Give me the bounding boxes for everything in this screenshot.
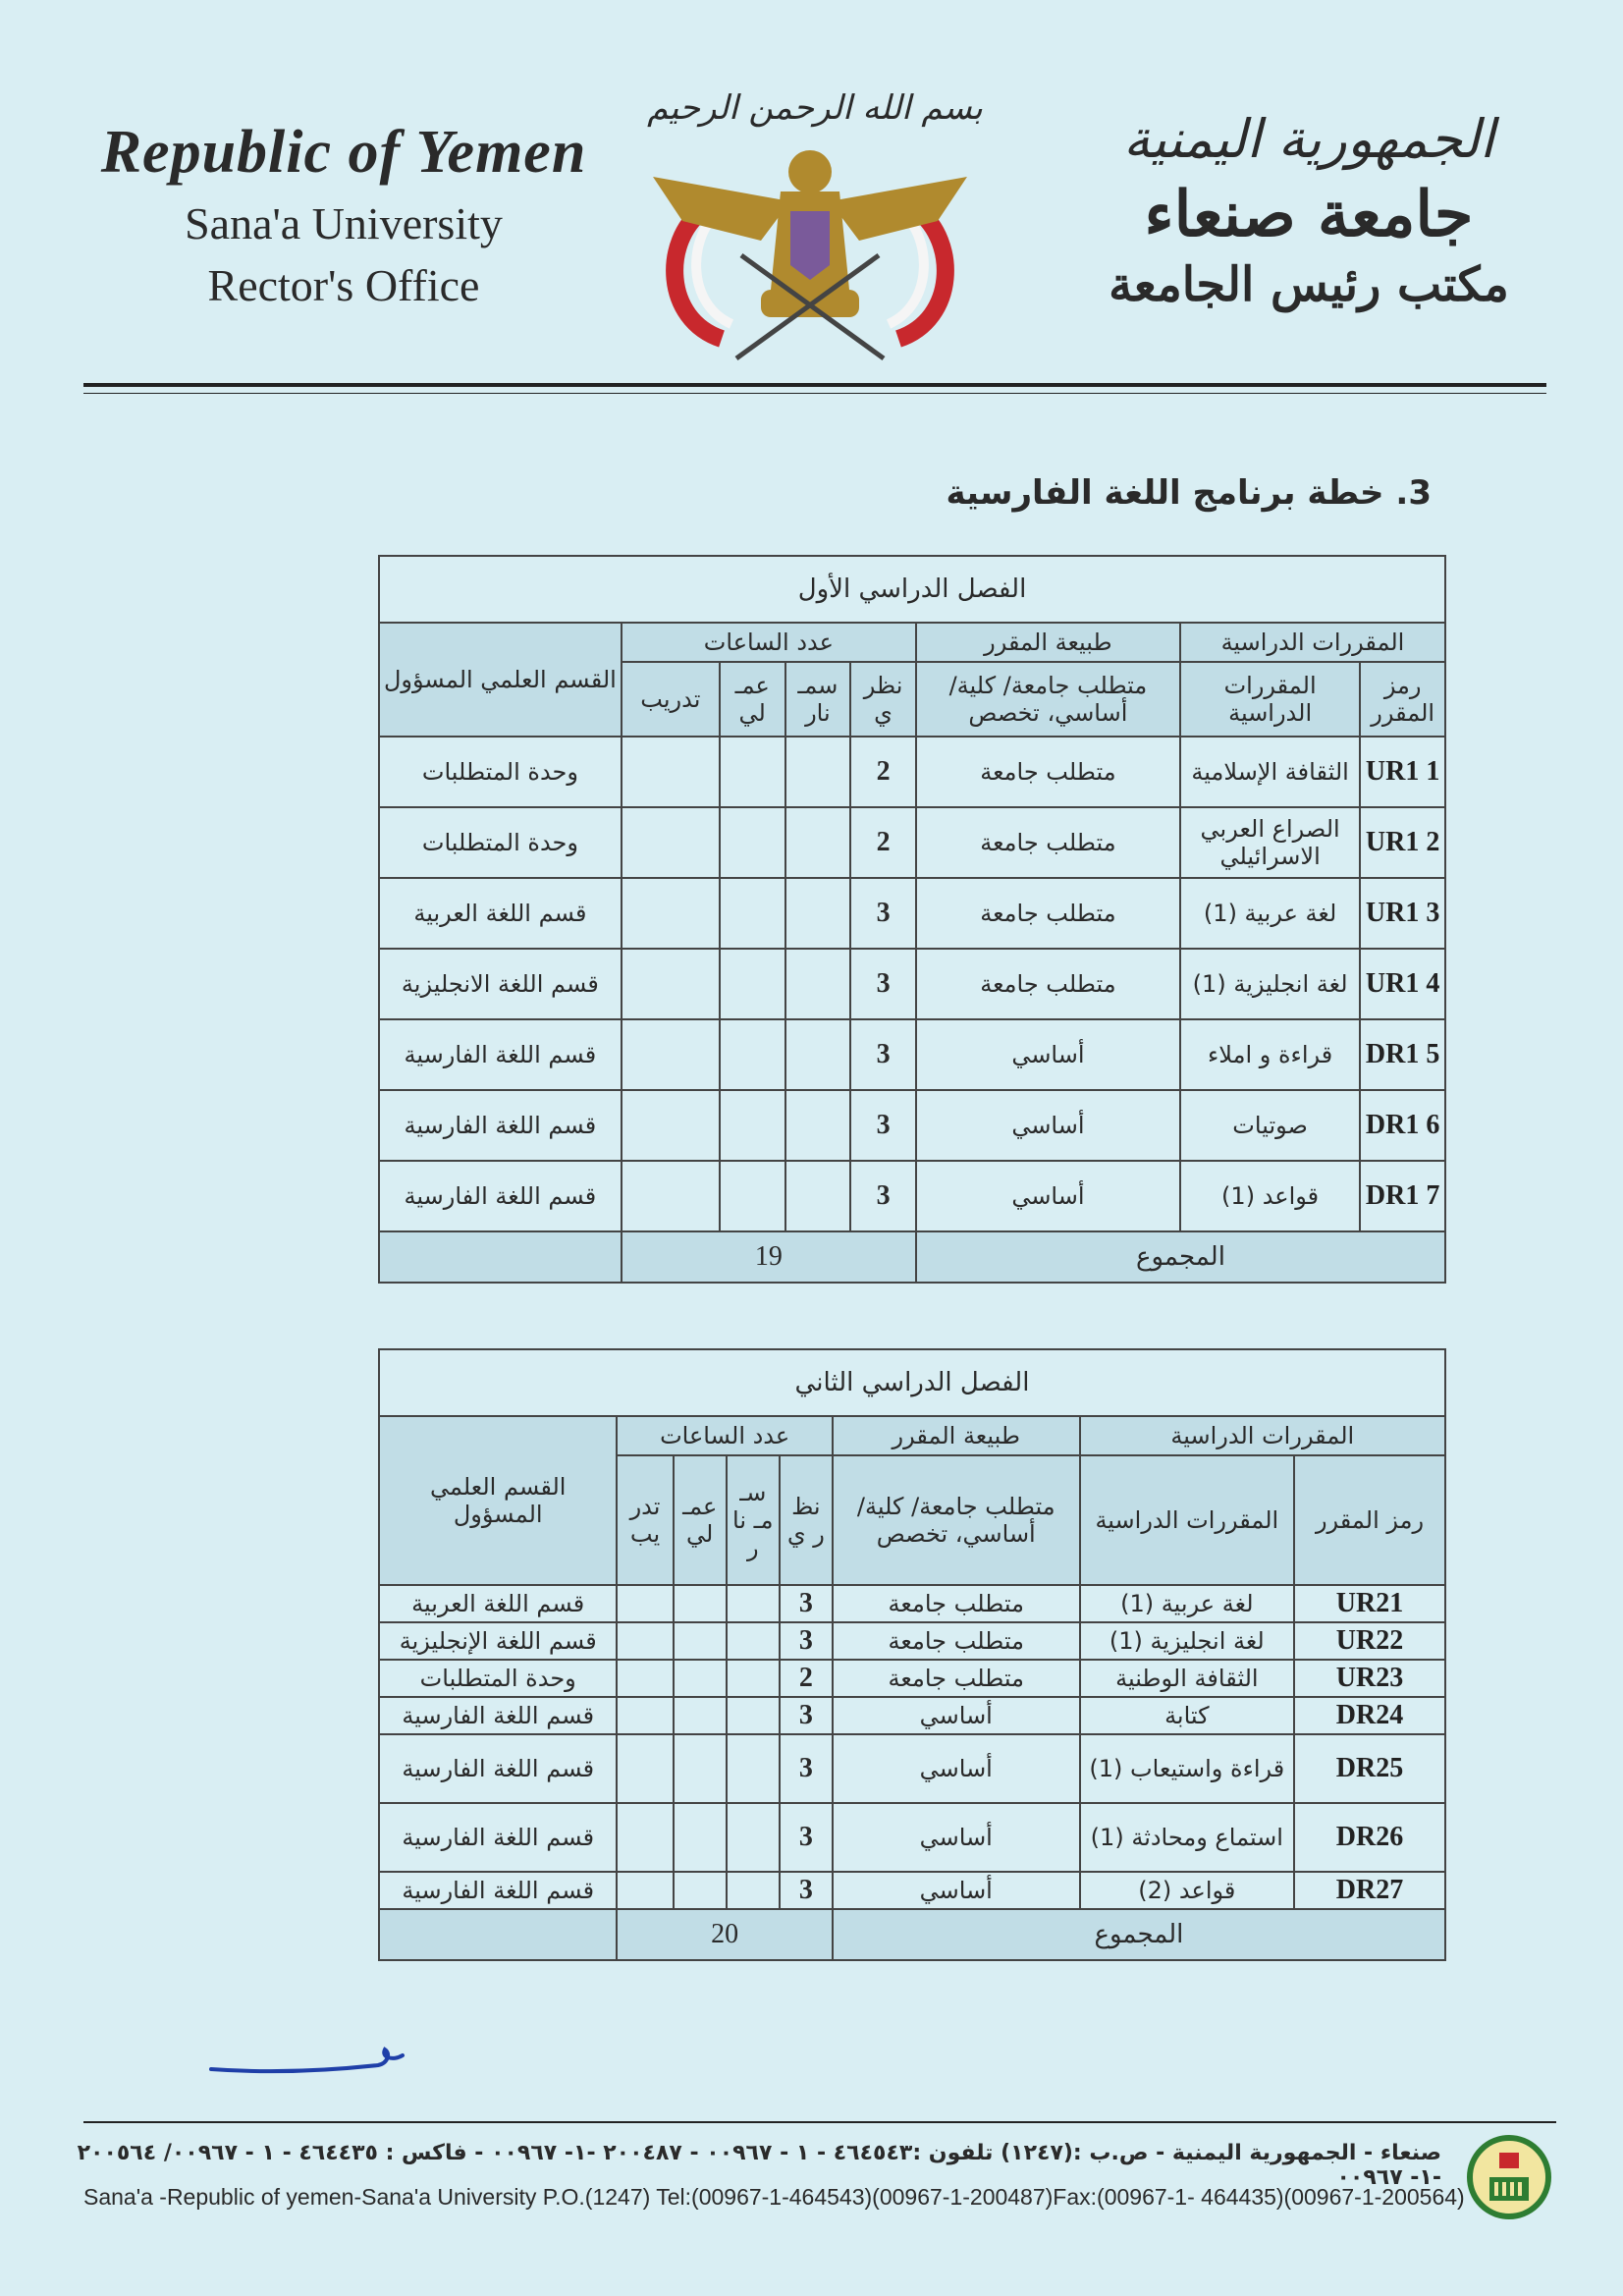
seminar-hours [785, 1090, 851, 1161]
seminar-hours [785, 807, 851, 878]
semester1-header-seminar: سمـ نار [785, 662, 851, 737]
semester2-header-dept: القسم العلمي المسؤول [379, 1416, 617, 1585]
semester1-header-courses: المقررات الدراسية [1180, 623, 1445, 662]
seminar-hours [727, 1660, 780, 1697]
responsible-dept: قسم اللغة الفارسية [379, 1697, 617, 1734]
theory-hours: 2 [850, 807, 916, 878]
arabic-university: جامعة صنعاء [1144, 178, 1474, 251]
theory-hours: 3 [850, 1161, 916, 1231]
english-letterhead [88, 118, 599, 311]
practical-hours [720, 1090, 785, 1161]
practical-hours [674, 1734, 727, 1803]
arabic-office: مكتب رئيس الجامعة [1109, 257, 1509, 312]
practical-hours [720, 878, 785, 949]
semester2-header-nature: طبيعة المقرر [833, 1416, 1080, 1455]
course-code: DR1 5 [1360, 1019, 1445, 1090]
yemen-emblem-icon [643, 93, 977, 373]
practical-hours [674, 1803, 727, 1872]
english-university: Sana'a University [185, 198, 503, 248]
theory-hours: 2 [780, 1660, 833, 1697]
course-code: UR1 2 [1360, 807, 1445, 878]
course-name: لغة انجليزية (1) [1180, 949, 1360, 1019]
course-nature: متطلب جامعة [833, 1585, 1080, 1622]
seminar-hours [727, 1622, 780, 1660]
semester2-header-seminar: سـ مـ نا ر [727, 1455, 780, 1585]
training-hours [617, 1734, 673, 1803]
course-nature: متطلب جامعة [916, 878, 1180, 949]
course-code: UR22 [1294, 1622, 1445, 1660]
table-row [379, 1585, 1445, 1622]
theory-hours: 3 [780, 1622, 833, 1660]
theory-hours: 3 [780, 1803, 833, 1872]
table-row [379, 1090, 1445, 1161]
course-code: DR27 [1294, 1872, 1445, 1909]
table-row [379, 807, 1445, 878]
practical-hours [720, 1161, 785, 1231]
training-hours [617, 1622, 673, 1660]
semester1-header-practical: عمـ لي [720, 662, 785, 737]
course-code: UR1 3 [1360, 878, 1445, 949]
course-name: قواعد (2) [1080, 1872, 1294, 1909]
header-divider-thin [83, 393, 1546, 394]
signature-icon [206, 2028, 412, 2077]
theory-hours: 3 [780, 1734, 833, 1803]
footer-english-address: Sana'a -Republic of yemen-Sana'a University P.O.(1247) Tel:(00967-1-464543)(00967-1-200487)Fax:(00967-1- 464435)(00967-1-200564) [83, 2184, 1465, 2210]
course-code: UR21 [1294, 1585, 1445, 1622]
semester1-total-value: 19 [622, 1231, 916, 1283]
semester1-header-course: المقررات الدراسية [1180, 662, 1360, 737]
course-name: لغة انجليزية (1) [1080, 1622, 1294, 1660]
practical-hours [720, 949, 785, 1019]
responsible-dept: قسم اللغة الفارسية [379, 1734, 617, 1803]
responsible-dept: قسم اللغة الإنجليزية [379, 1622, 617, 1660]
english-office: Rector's Office [207, 260, 480, 310]
theory-hours: 3 [780, 1872, 833, 1909]
training-hours [622, 949, 720, 1019]
course-name: لغة عربية (1) [1180, 878, 1360, 949]
table-row [379, 1803, 1445, 1872]
semester2-total-label: المجموع [833, 1909, 1445, 1960]
section-title: 3. خطة برنامج اللغة الفارسية [946, 473, 1432, 513]
responsible-dept: قسم اللغة العربية [379, 1585, 617, 1622]
theory-hours: 3 [780, 1585, 833, 1622]
responsible-dept: قسم اللغة الفارسية [379, 1161, 622, 1231]
course-nature: متطلب جامعة [916, 807, 1180, 878]
semester1-header-dept: القسم العلمي المسؤول [379, 623, 622, 737]
course-name: قواعد (1) [1180, 1161, 1360, 1231]
semester2-header-courses: المقررات الدراسية [1080, 1416, 1445, 1455]
responsible-dept: قسم اللغة الفارسية [379, 1803, 617, 1872]
course-code: DR1 7 [1360, 1161, 1445, 1231]
course-name: كتابة [1080, 1697, 1294, 1734]
responsible-dept: وحدة المتطلبات [379, 737, 622, 807]
training-hours [622, 807, 720, 878]
semester2-header-hours: عدد الساعات [617, 1416, 832, 1455]
training-hours [617, 1585, 673, 1622]
course-name: استماع ومحادثة (1) [1080, 1803, 1294, 1872]
seminar-hours [785, 878, 851, 949]
seminar-hours [727, 1803, 780, 1872]
practical-hours [720, 1019, 785, 1090]
english-country: Republic of Yemen [100, 119, 587, 186]
arabic-country: الجمهورية اليمنية [1122, 108, 1495, 170]
course-code: DR26 [1294, 1803, 1445, 1872]
course-code: DR25 [1294, 1734, 1445, 1803]
university-logo-icon [1465, 2133, 1553, 2226]
semester1-header-nature: طبيعة المقرر [916, 623, 1180, 662]
table-row [379, 1872, 1445, 1909]
training-hours [622, 1161, 720, 1231]
course-name: صوتيات [1180, 1090, 1360, 1161]
training-hours [622, 1090, 720, 1161]
course-nature: متطلب جامعة [833, 1660, 1080, 1697]
basmala-calligraphy: بسم الله الرحمن الرحيم [647, 88, 983, 128]
seminar-hours [785, 1161, 851, 1231]
training-hours [617, 1697, 673, 1734]
training-hours [622, 878, 720, 949]
responsible-dept: قسم اللغة الفارسية [379, 1090, 622, 1161]
seminar-hours [727, 1734, 780, 1803]
theory-hours: 3 [850, 878, 916, 949]
semester1-header-code: رمز المقرر [1360, 662, 1445, 737]
table-row [379, 949, 1445, 1019]
course-code: UR1 1 [1360, 737, 1445, 807]
semester2-total-empty [379, 1909, 617, 1960]
semester2-header-course: المقررات الدراسية [1080, 1455, 1294, 1585]
responsible-dept: قسم اللغة العربية [379, 878, 622, 949]
theory-hours: 3 [850, 1019, 916, 1090]
table-row [379, 1019, 1445, 1090]
course-code: DR1 6 [1360, 1090, 1445, 1161]
semester2-header-theory: نظ ر ي [780, 1455, 833, 1585]
course-nature: أساسي [916, 1090, 1180, 1161]
semester2-table [378, 1348, 1446, 1961]
responsible-dept: وحدة المتطلبات [379, 1660, 617, 1697]
table-row [379, 1697, 1445, 1734]
semester1-header-training: تدريب [622, 662, 720, 737]
semester2-header-code: رمز المقرر [1294, 1455, 1445, 1585]
course-nature: أساسي [833, 1803, 1080, 1872]
semester1-header-nature-sub: متطلب جامعة/ كلية/ أساسي، تخصص [916, 662, 1180, 737]
course-nature: متطلب جامعة [916, 949, 1180, 1019]
seminar-hours [785, 949, 851, 1019]
semester1-total-label: المجموع [916, 1231, 1445, 1283]
semester2-title: الفصل الدراسي الثاني [379, 1349, 1445, 1416]
table-row [379, 1734, 1445, 1803]
course-name: قراءة و املاء [1180, 1019, 1360, 1090]
course-code: UR1 4 [1360, 949, 1445, 1019]
course-code: UR23 [1294, 1660, 1445, 1697]
theory-hours: 3 [850, 949, 916, 1019]
table-row [379, 737, 1445, 807]
course-name: الصراع العربي الاسرائيلي [1180, 807, 1360, 878]
course-name: الثقافة الوطنية [1080, 1660, 1294, 1697]
course-nature: متطلب جامعة [916, 737, 1180, 807]
semester2-header-nature-sub: متطلب جامعة/ كلية/ أساسي، تخصص [833, 1455, 1080, 1585]
seminar-hours [785, 737, 851, 807]
training-hours [617, 1660, 673, 1697]
course-nature: أساسي [916, 1019, 1180, 1090]
semester2-total-value: 20 [617, 1909, 832, 1960]
semester1-header-theory: نظر ي [850, 662, 916, 737]
seminar-hours [727, 1585, 780, 1622]
practical-hours [720, 737, 785, 807]
footer-arabic-address: صنعاء - الجمهورية اليمنية - ص.ب :(١٢٤٧) تلفون :٤٦٤٥٤٣ - ١ - ٠٠٩٦٧ - ٢٠٠٤٨٧ -١- ٠٠٩٦٧ - فاكس : ٤٦٤٤٣٥ - ١ - ٠٠٩٦٧/ ٢٠٠٥٦٤ -١- ٠٠٩٦٧ [77, 2141, 1441, 2190]
semester2-header-practical: عمـ لي [674, 1455, 727, 1585]
semester1-table [378, 555, 1446, 1284]
footer-divider [83, 2121, 1556, 2123]
seminar-hours [727, 1872, 780, 1909]
practical-hours [674, 1660, 727, 1697]
responsible-dept: قسم اللغة الفارسية [379, 1872, 617, 1909]
training-hours [622, 1019, 720, 1090]
responsible-dept: وحدة المتطلبات [379, 807, 622, 878]
table-row [379, 878, 1445, 949]
course-name: لغة عربية (1) [1080, 1585, 1294, 1622]
responsible-dept: قسم اللغة الفارسية [379, 1019, 622, 1090]
seminar-hours [785, 1019, 851, 1090]
practical-hours [720, 807, 785, 878]
header-divider [83, 383, 1546, 387]
course-code: DR24 [1294, 1697, 1445, 1734]
table-row [379, 1161, 1445, 1231]
seminar-hours [727, 1697, 780, 1734]
course-nature: أساسي [833, 1697, 1080, 1734]
theory-hours: 2 [850, 737, 916, 807]
semester1-header-hours: عدد الساعات [622, 623, 916, 662]
training-hours [622, 737, 720, 807]
training-hours [617, 1803, 673, 1872]
practical-hours [674, 1697, 727, 1734]
practical-hours [674, 1872, 727, 1909]
arabic-letterhead [1083, 108, 1535, 312]
semester1-total-empty [379, 1231, 622, 1283]
theory-hours: 3 [850, 1090, 916, 1161]
course-name: قراءة واستيعاب (1) [1080, 1734, 1294, 1803]
course-nature: أساسي [833, 1734, 1080, 1803]
course-nature: متطلب جامعة [833, 1622, 1080, 1660]
theory-hours: 3 [780, 1697, 833, 1734]
training-hours [617, 1872, 673, 1909]
course-nature: أساسي [916, 1161, 1180, 1231]
course-name: الثقافة الإسلامية [1180, 737, 1360, 807]
responsible-dept: قسم اللغة الانجليزية [379, 949, 622, 1019]
table-row [379, 1660, 1445, 1697]
course-nature: أساسي [833, 1872, 1080, 1909]
practical-hours [674, 1585, 727, 1622]
semester1-title: الفصل الدراسي الأول [379, 556, 1445, 623]
semester2-header-training: تدر يب [617, 1455, 673, 1585]
table-row [379, 1622, 1445, 1660]
practical-hours [674, 1622, 727, 1660]
